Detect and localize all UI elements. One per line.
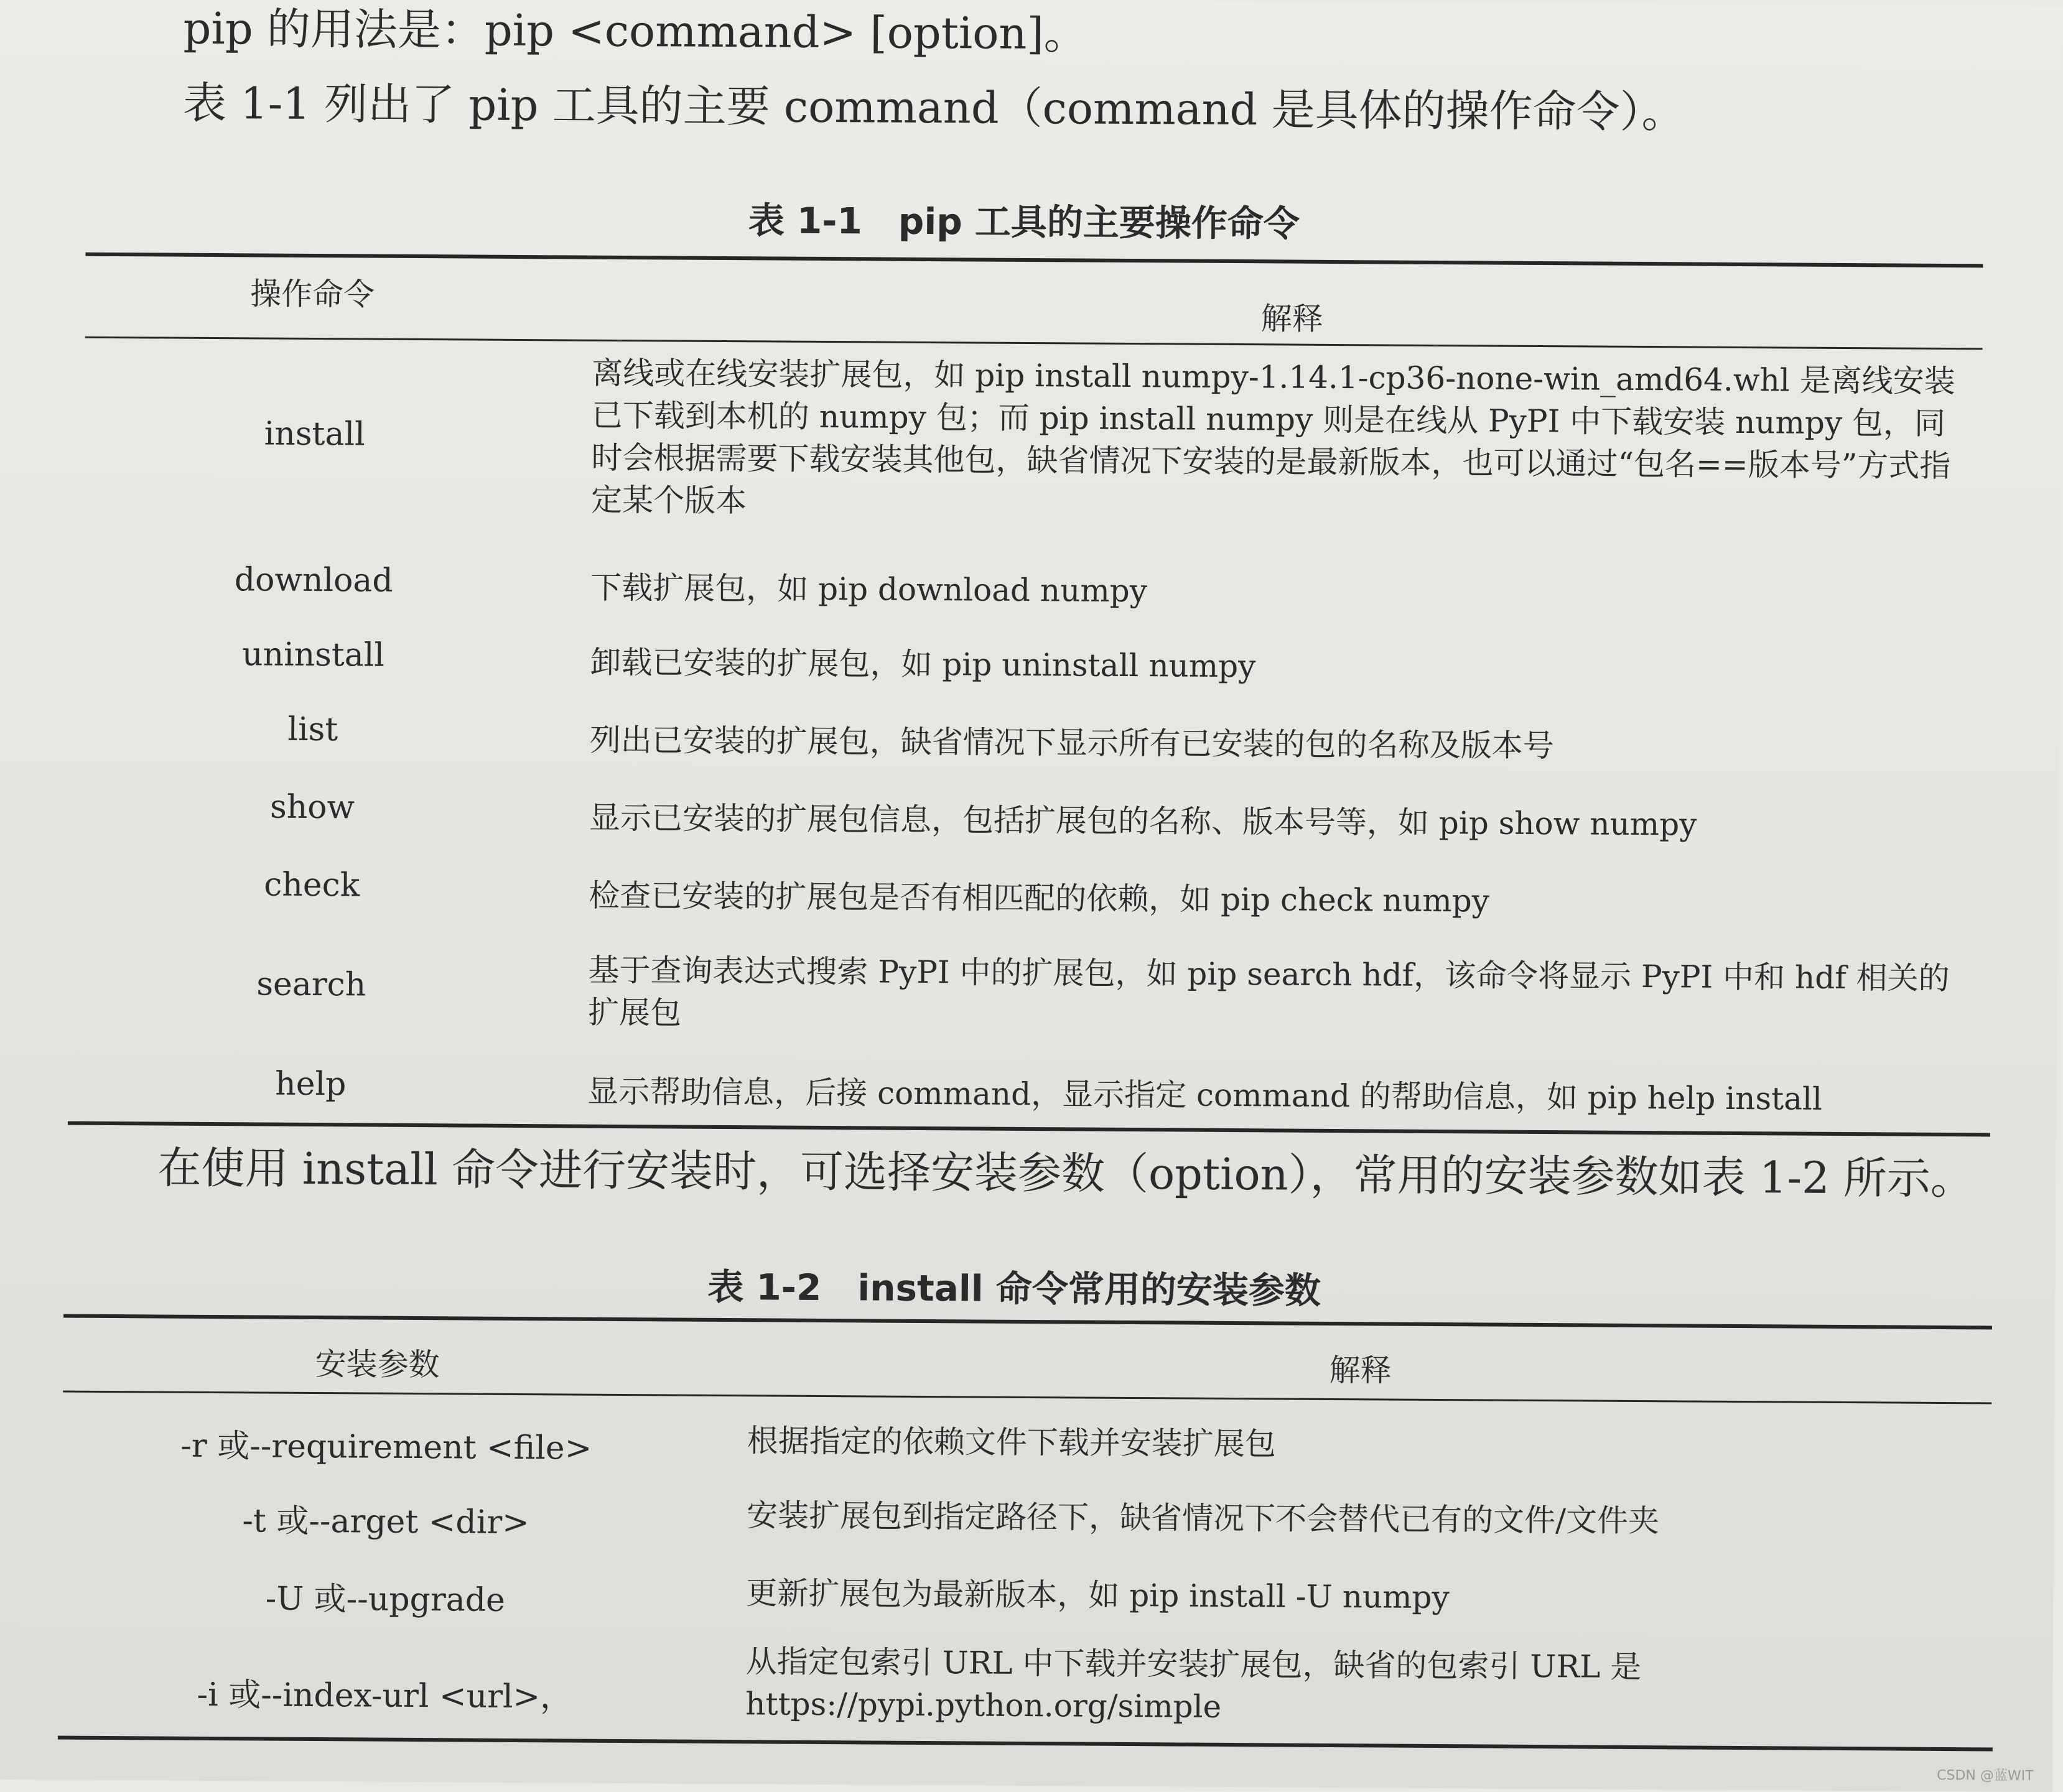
table2-header-explanation: 解释 — [1329, 1352, 1392, 1389]
table2-desc: 更新扩展包为最新版本，如 pip install -U numpy — [746, 1575, 1450, 1616]
intro-usage-line: pip 的用法是：pip <command> [option]。 — [183, 2, 1088, 60]
table1-desc: 下载扩展包，如 pip download numpy — [590, 569, 1148, 610]
table1-header-explanation: 解释 — [1260, 300, 1324, 337]
table1-header-command: 操作命令 — [249, 276, 375, 313]
table2-param: -r 或--requirement <file> — [180, 1427, 592, 1467]
table2-desc: 根据指定的依赖文件下载并安装扩展包 — [747, 1423, 1277, 1462]
table2-desc: 安装扩展包到指定路径下，缺省情况下不会替代已有的文件/文件夹 — [746, 1497, 1660, 1539]
table1-desc: 列出已安装的扩展包，缺省情况下显示所有已安装的包的名称及版本号 — [589, 722, 1554, 764]
table1-top-rule — [85, 253, 1983, 268]
table1-cmd: help — [275, 1065, 347, 1103]
table1-cmd: show — [269, 788, 355, 827]
table1-cmd: download — [234, 561, 393, 600]
table2-param: -i 或--index-url <url>， — [197, 1676, 573, 1716]
table2-header-param: 安装参数 — [315, 1346, 440, 1383]
table2-title: 表 1-2 install 命令常用的安装参数 — [707, 1265, 1321, 1312]
table1-desc: 基于查询表达式搜索 PyPI 中的扩展包，如 pip search hdf，该命令将显示 PyPI 中和 hdf 相关的扩展包 — [587, 952, 1950, 1031]
table2-param: -t 或--arget <dir> — [242, 1502, 529, 1542]
table1-cmd: install — [264, 415, 365, 453]
table1-cmd: check — [264, 866, 360, 904]
table1-title: 表 1-1 pip 工具的主要操作命令 — [748, 199, 1300, 245]
intro-table-ref-line: 表 1-1 列出了 pip 工具的主要 command（command 是具体的操作命令）。 — [182, 77, 1685, 138]
table1-cmd: search — [256, 965, 366, 1004]
table1-cmd: list — [287, 710, 338, 749]
table1-desc: 显示帮助信息，后接 command，显示指定 command 的帮助信息，如 pip help install — [587, 1073, 1823, 1117]
table1-desc: 检查已安装的扩展包是否有相匹配的依赖，如 pip check numpy — [589, 877, 1490, 919]
csdn-watermark: CSDN @蓝WIT — [1937, 1767, 2034, 1784]
table2-intro-paragraph: 在使用 install 命令进行安装时，可选择安装参数（option），常用的安装参数如表 1-2 所示。 — [157, 1142, 1975, 1205]
table1-desc: 显示已安装的扩展包信息，包括扩展包的名称、版本号等，如 pip show numpy — [589, 799, 1697, 843]
table1-header-rule — [85, 337, 1983, 350]
table1-desc: 离线或在线安装扩展包，如 pip install numpy-1.14.1-cp36-none-win_amd64.whl 是离线安装已下载到本机的 numpy 包；而 pip install numpy 则是在线从 PyPI 中下载安装 numpy 包，同时会根据需要下载安装其他包，缺省情况下安装的是最新版本，也可以通过“包名==版本号”方式指定某个版本 — [590, 355, 1955, 519]
table2-desc: 从指定包索引 URL 中下载并安装扩展包，缺省的包索引 URL 是 https://pypi.python.org/simple — [745, 1643, 1642, 1725]
table2-bottom-rule — [58, 1735, 1993, 1751]
table1-cmd: uninstall — [241, 636, 385, 674]
table1-desc: 卸载已安装的扩展包，如 pip uninstall numpy — [590, 644, 1256, 685]
table2-header-rule — [63, 1391, 1991, 1404]
table2-param: -U 或--upgrade — [265, 1580, 505, 1619]
table2-top-rule — [63, 1314, 1992, 1330]
